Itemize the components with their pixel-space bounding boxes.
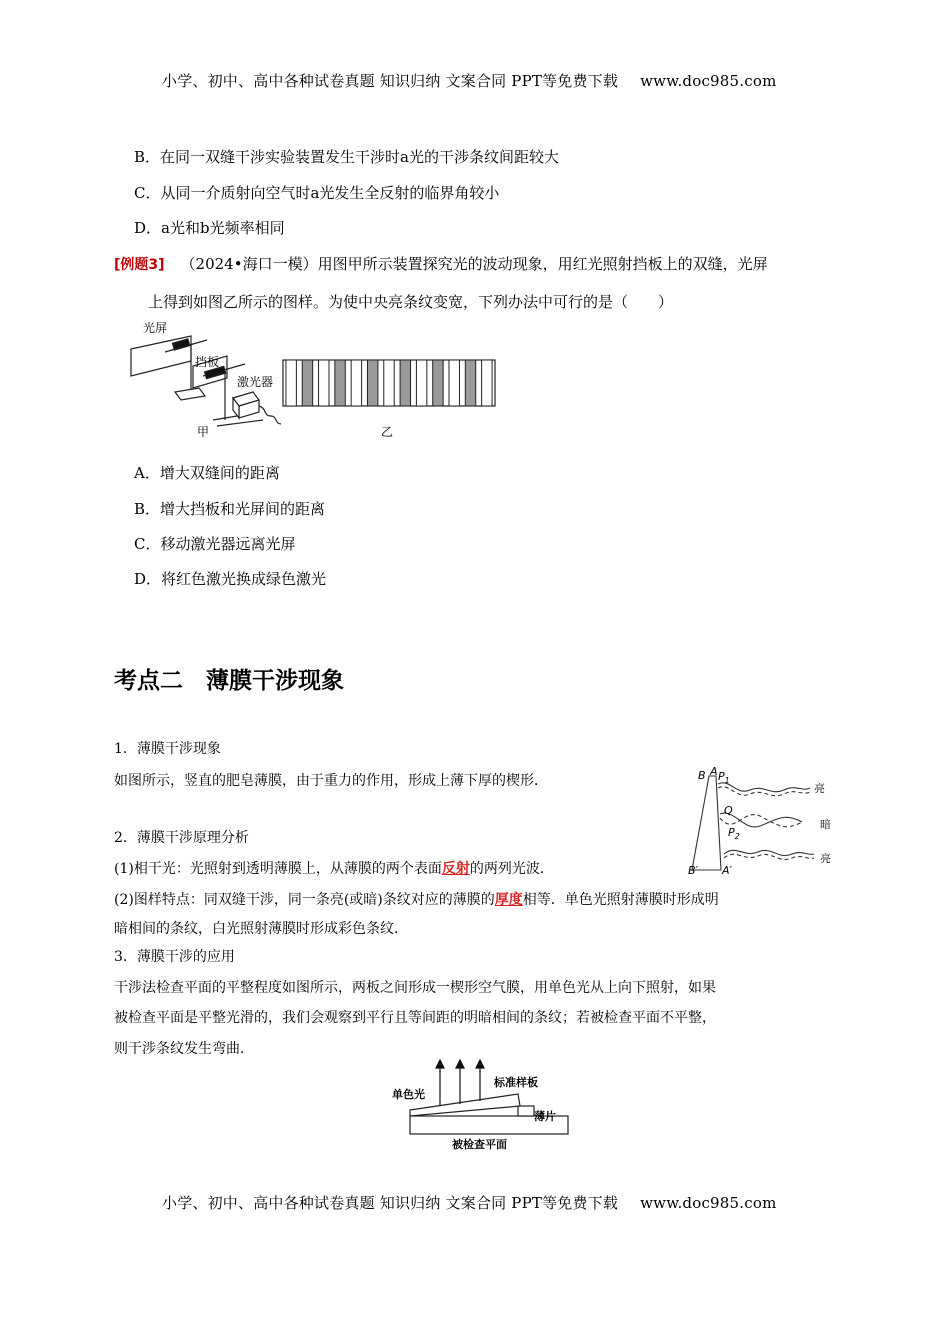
dark-fringe	[302, 360, 312, 406]
option-d: D．将红色激光换成绿色激光	[134, 570, 327, 588]
example-text-1: （2024•海口一模）用图甲所示装置探究光的波动现象，用红光照射挡板上的双缝，光屏	[180, 255, 768, 273]
dark-fringe	[367, 360, 377, 406]
standard-plate-label: 标准样板	[494, 1076, 538, 1089]
bright-fringe	[384, 360, 394, 406]
mono-light-label: 单色光	[392, 1088, 425, 1101]
figure-b-label: 乙	[381, 425, 394, 439]
label-P1: $P_1$	[718, 770, 730, 785]
p1-title: 1．薄膜干涉现象	[114, 741, 221, 757]
label-A: A	[710, 766, 718, 778]
p2-item1-pre: (1)相干光：光照射到透明薄膜上，从薄膜的两个表面	[114, 861, 442, 877]
bright-fringe	[416, 360, 426, 406]
thin-sheet-shape	[518, 1106, 534, 1116]
example-question-line1	[114, 253, 768, 274]
p1-text: 如图所示，竖直的肥皂薄膜，由于重力的作用，形成上薄下厚的楔形．	[114, 773, 548, 789]
page-footer	[162, 1192, 777, 1213]
label-Q: Q	[724, 804, 733, 817]
label-bright-bottom: 亮	[820, 852, 831, 865]
thin-sheet-label: 薄片	[534, 1110, 556, 1123]
option-c: C．移动激光器远离光屏	[134, 535, 296, 553]
bright-fringe	[286, 360, 296, 406]
p2-item2-post: 相等．单色光照射薄膜时形成明	[522, 892, 719, 908]
p2-item2	[114, 889, 719, 909]
page-header	[162, 70, 777, 91]
p3-line2: 被检查平面是平整光滑的，我们会观察到平行且等间距的明暗相间的条纹；若被检查平面不平整，	[114, 1010, 716, 1026]
p2-item1-keyword: 反射	[441, 861, 470, 877]
figure-a-label: 甲	[197, 425, 210, 439]
p2-item1-post: 的两列光波．	[469, 861, 554, 877]
option-a: A．增大双缝间的距离	[134, 464, 280, 482]
header-url: www.doc985.com	[640, 72, 777, 90]
label-B-prime: B′	[688, 864, 699, 876]
label-bright-top: 亮	[814, 782, 825, 795]
example-tag: [例题3]	[114, 257, 165, 273]
p2-title: 2．薄膜干涉原理分析	[114, 830, 249, 846]
dark-fringe	[465, 360, 475, 406]
bright-fringe	[482, 360, 492, 406]
footer-text: 小学、初中、高中各种试卷真题 知识归纳 文案合同 PPT等免费下载	[162, 1194, 619, 1212]
section-title: 考点二 薄膜干涉现象	[114, 668, 344, 694]
p3-title: 3．薄膜干涉的应用	[114, 949, 235, 965]
option-b: B．增大挡板和光屏间的距离	[134, 500, 326, 518]
p2-item2-keyword: 厚度	[494, 892, 523, 908]
label-P2: $P_2$	[728, 826, 740, 841]
inspected-plane-label: 被检查平面	[452, 1138, 507, 1151]
laser-label: 激光器	[237, 375, 274, 389]
prev-option-b: B．在同一双缝干涉实验装置发生干涉时a光的干涉条纹间距较大	[134, 148, 559, 166]
label-A-prime: A′	[722, 864, 733, 876]
p3-line3: 则干涉条纹发生弯曲．	[114, 1041, 254, 1057]
baffle-label: 挡板	[195, 355, 220, 369]
bright-fringe	[319, 360, 329, 406]
standard-plate-shape	[410, 1094, 520, 1116]
p2-item2-pre: (2)图样特点：同双缝干涉，同一条亮(或暗)条纹对应的薄膜的	[114, 892, 495, 908]
bright-fringe	[351, 360, 361, 406]
label-B: B	[698, 769, 706, 782]
dark-fringe	[400, 360, 410, 406]
label-dark: 暗	[820, 818, 831, 831]
dark-fringe	[335, 360, 345, 406]
p3-line1: 干涉法检查平面的平整程度如图所示，两板之间形成一楔形空气膜，用单色光从上向下照射，如果	[114, 980, 716, 996]
dark-fringe	[433, 360, 443, 406]
bright-fringe	[449, 360, 459, 406]
soap-film-figure	[684, 766, 840, 876]
prev-option-d: D．a光和b光频率相同	[134, 219, 285, 237]
film-wedge	[692, 776, 721, 870]
prev-option-c: C．从同一介质射向空气时a光发生全反射的临界角较小	[134, 184, 500, 202]
example-question-line2: 上得到如图乙所示的图样。为使中央亮条纹变宽，下列办法中可行的是（ ）	[148, 293, 674, 311]
screen-label: 光屏	[143, 321, 168, 335]
footer-url: www.doc985.com	[640, 1194, 777, 1212]
fringe-pattern	[283, 360, 495, 406]
plate-inspection-figure	[384, 1058, 584, 1156]
p2-item2-line2: 暗相间的条纹，白光照射薄膜时形成彩色条纹．	[114, 921, 408, 937]
p2-item1	[114, 858, 554, 878]
double-slit-figure	[125, 316, 505, 440]
header-text: 小学、初中、高中各种试卷真题 知识归纳 文案合同 PPT等免费下载	[162, 72, 619, 90]
